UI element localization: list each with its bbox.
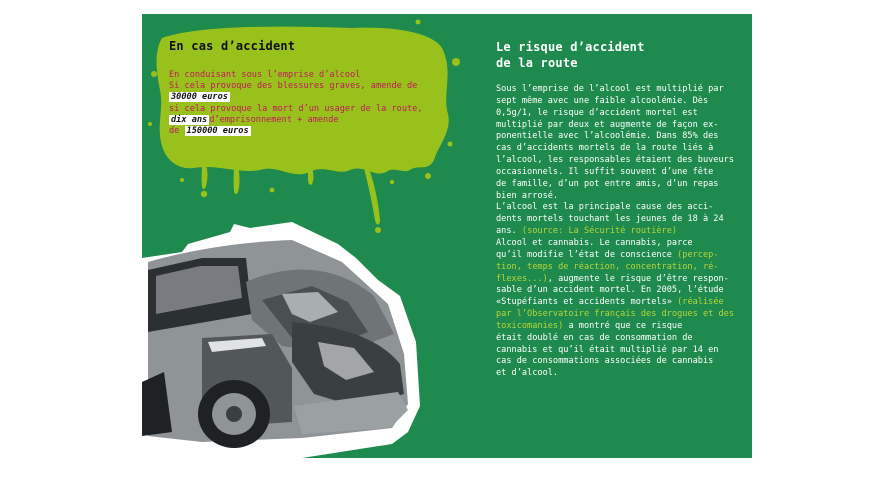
text-line: a montré que ce risque xyxy=(568,320,683,331)
fine-amount-highlight: 30000 euros xyxy=(171,92,228,103)
text-line: cannabis et qu’il était multiplié par 14 en xyxy=(496,344,719,355)
text-line: qu’il modifie l’état de conscience xyxy=(496,249,672,260)
text-line: et d’alcool. xyxy=(496,368,559,379)
text-line: «Stupéfiants et accidents mortels» xyxy=(496,297,672,308)
text-line: cas d’accidents mortels de la route liés à xyxy=(496,143,714,154)
text-line: sable d’un accident mortel. En 2005, l’étude xyxy=(496,285,724,296)
penalty-line: En conduisant sous l’emprise d’alcool xyxy=(169,70,361,80)
crashed-car-image xyxy=(142,222,424,458)
risk-title-line: Le risque d’accident xyxy=(496,40,645,54)
source-note: toxicomanies) xyxy=(496,320,564,331)
risk-body-text xyxy=(496,84,736,380)
penalty-line: si cela provoque la mort d’un usager de la route, xyxy=(169,103,423,114)
document-page xyxy=(142,14,752,458)
source-note: (percep- xyxy=(677,249,719,260)
text-line: , augmente le risque d’être respon- xyxy=(547,273,729,284)
prison-term-highlight: dix ans xyxy=(171,114,208,125)
text-line: l’alcool, les responsables étaient des buveurs xyxy=(496,155,734,166)
risk-title-line: de la route xyxy=(496,56,578,70)
penalties-text xyxy=(169,70,439,137)
text-line: 0,5g/1, le risque d’accident mortel est xyxy=(496,107,698,118)
text-line: multiplié par deux et augmente de façon ex- xyxy=(496,119,719,130)
penalty-line: d’emprisonnement + amende xyxy=(209,114,339,125)
text-line: cas de consommations associées de cannabis xyxy=(496,356,714,367)
risk-title xyxy=(496,39,736,71)
source-note: (source: La Sécurité routière) xyxy=(521,226,678,237)
text-line: occasionnels. Il suffit souvent d’une fête xyxy=(496,166,714,177)
text-line: ans. xyxy=(496,226,517,237)
source-note: flexes...) xyxy=(496,273,548,284)
text-line: bien arrosé. xyxy=(496,190,559,201)
text-line: Sous l’emprise de l’alcool est multiplié par xyxy=(496,84,724,94)
text-line: sept même avec une faible alcoolémie. Dès xyxy=(496,95,709,106)
text-line: Alcool et cannabis. Le cannabis, parce xyxy=(496,237,693,248)
source-note: (réalisée xyxy=(677,297,724,308)
text-line: dents mortels touchant les jeunes de 18 à 24 xyxy=(496,214,724,225)
accident-title: En cas d’accident xyxy=(169,39,296,53)
fine-amount-highlight: 150000 euros xyxy=(186,126,249,137)
text-line: de famille, d’un pot entre amis, d’un repas xyxy=(496,178,719,189)
penalty-line: de xyxy=(169,126,180,137)
source-note: tion, temps de réaction, concentration, ré- xyxy=(496,261,719,272)
source-note: par l’Observatoire français des drogues et des xyxy=(496,309,734,320)
text-line: était doublé en cas de consommation de xyxy=(496,332,693,343)
text-line: ponentielle avec l’alcoolémie. Dans 85% des xyxy=(496,131,719,142)
penalty-line: Si cela provoque des blessures graves, amende de xyxy=(169,81,418,92)
text-line: L’alcool est la principale cause des acci- xyxy=(496,202,714,213)
